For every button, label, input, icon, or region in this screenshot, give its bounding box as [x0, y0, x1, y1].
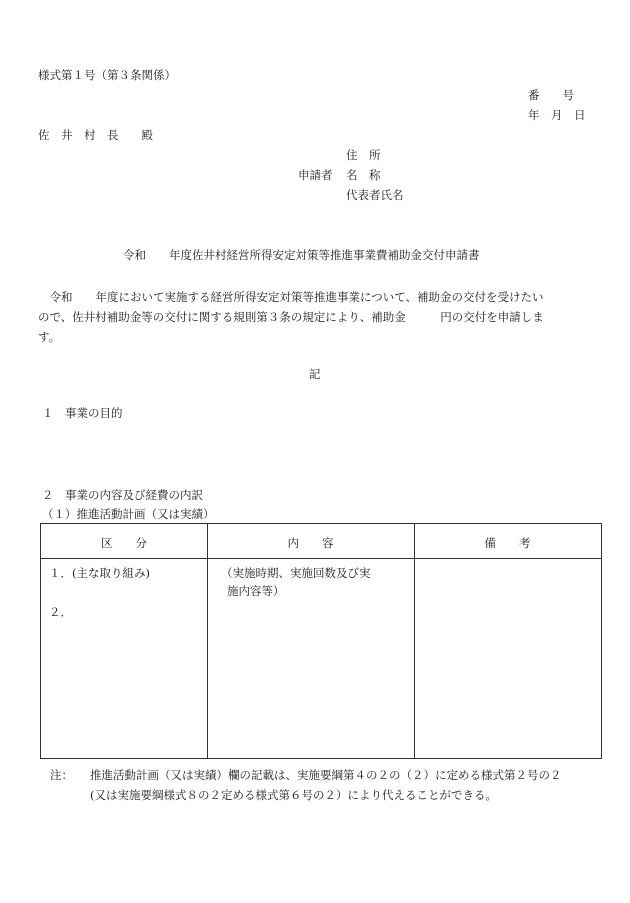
note-line-1: 推進活動計画（又は実績）欄の記載は、実施要綱第４の２の（２）に定める様式第２号の２	[90, 768, 562, 782]
subsection-1-heading: （１）推進活動計画（又は実績）	[42, 507, 215, 521]
activity-plan-table	[40, 523, 602, 759]
body-line-3: す。	[38, 330, 61, 344]
document-title: 令和 年度佐井村経営所得安定対策等推進事業費補助金交付申請書	[123, 248, 480, 262]
section-2-heading: ２ 事業の内容及び経費の内訳	[42, 488, 203, 502]
form-number: 様式第１号（第３条関係）	[38, 68, 176, 82]
body-line-2: ので、佐井村補助金等の交付に関する規則第３条の規定により、補助金 円の交付を申請しま	[38, 310, 544, 324]
representative-label: 代表者氏名	[346, 188, 404, 202]
content-note-line-2: 施内容等）	[227, 584, 285, 598]
row-item-2: ２．	[49, 605, 72, 619]
address-label: 住 所	[346, 148, 381, 162]
date-label: 年 月 日	[528, 108, 586, 122]
table-divider	[414, 524, 415, 758]
note-line-2: (又は実施要綱様式８の２定める様式第６号の２）により代えることができる。	[90, 788, 497, 802]
note-label: 注：	[50, 768, 73, 782]
header-content: 内 容	[287, 536, 334, 550]
row-item-1: １．(主な取り組み)	[49, 566, 150, 580]
header-remarks: 備 考	[484, 536, 531, 550]
ki-heading: 記	[309, 367, 321, 381]
content-note-line-1: （実施時期、実施回数及び実	[221, 566, 371, 580]
body-paragraph	[38, 287, 594, 347]
applicant-label: 申請者	[298, 168, 333, 182]
name-label: 名 称	[346, 168, 381, 182]
body-line-1: 令和 年度において実施する経営所得安定対策等推進事業について、補助金の交付を受けたい	[38, 290, 544, 304]
header-category: 区 分	[101, 536, 147, 550]
addressee: 佐 井 村 長 殿	[38, 128, 153, 142]
document-number-label: 番 号	[528, 88, 574, 102]
section-1-heading: １ 事業の目的	[42, 406, 123, 420]
table-divider	[207, 524, 208, 758]
